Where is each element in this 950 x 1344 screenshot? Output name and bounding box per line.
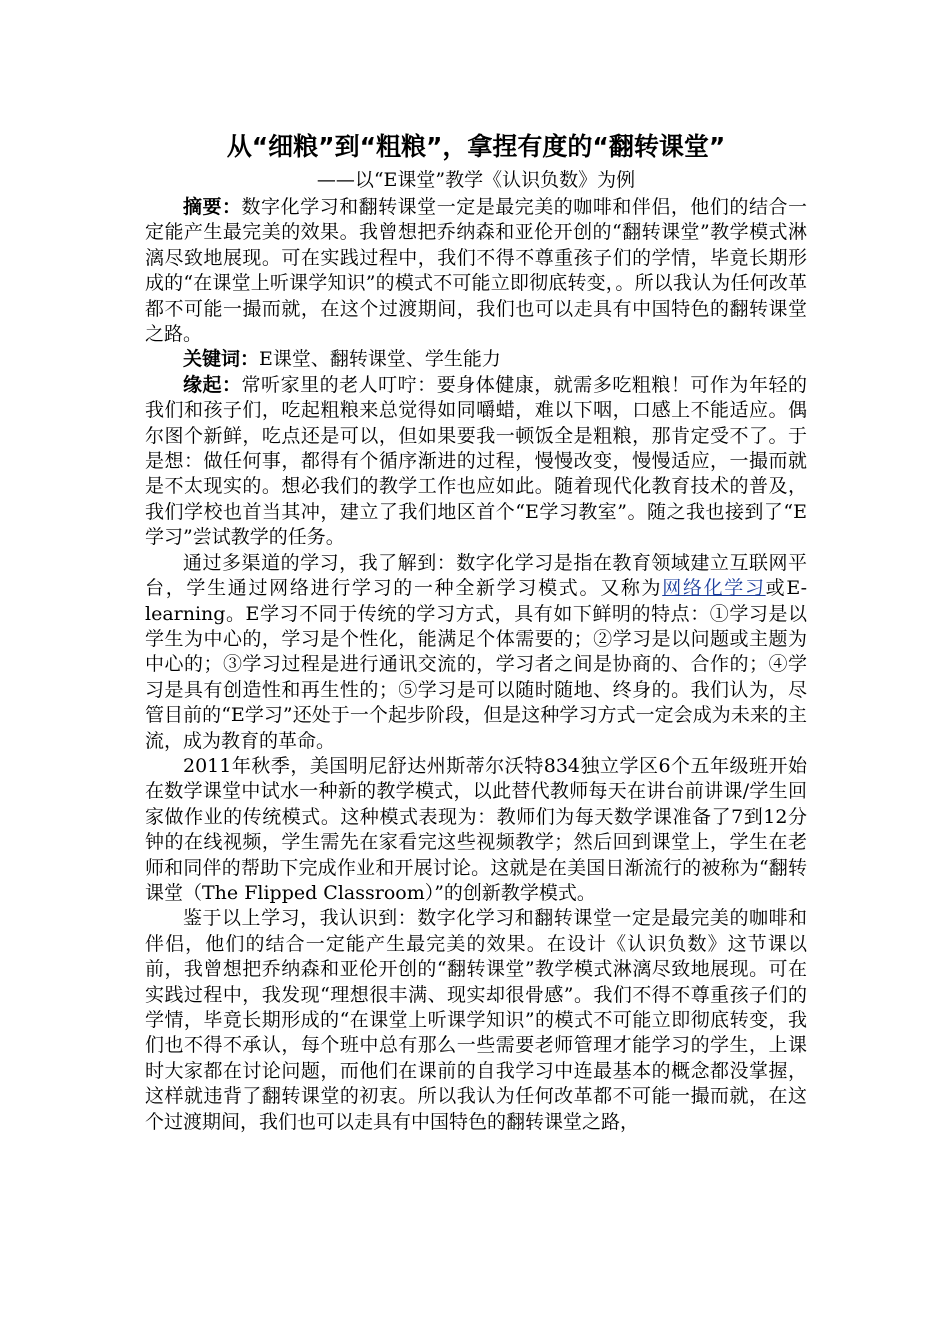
elearning-text-before: 通过多渠道的学习，我了解到：数字化学习是指在教育领域建立互联网平台，学生通过网络进行学习的一种全新学习模式。又称为 [145,551,807,600]
abstract-text: 数字化学习和翻转课堂一定是最完美的咖啡和伴侣，他们的结合一定能产生最完美的效果。我曾想把乔纳森和亚伦开创的“翻转课堂”教学模式淋漓尽致地展现。可在实践过程中，我们不得不尊重孩子们的学情，毕竟长期形成的“在课堂上听课学知识”的模式不可能立即彻底转变，。所以我认为任何改革都不可能一撮而就，在这个过渡期间，我们也可以走具有中国特色的翻转课堂之路。 [145,196,807,346]
elearning-paragraph [145,551,807,754]
keywords-paragraph [145,347,807,372]
document-title: 从“细粮”到“粗粮”，拿捏有度的“翻转课堂” [226,132,726,161]
origin-text: 常听家里的老人叮咛：要身体健康，就需多吃粗粮！可作为年轻的我们和孩子们，吃起粗粮来总觉得如同嚼蜡，难以下咽，口感上不能适应。偶尔图个新鲜，吃点还是可以，但如果要我一顿饭全是粗粮，那肯定受不了。于是想：做任何事，都得有个循序渐进的过程，慢慢改变，慢慢适应，一撮而就是不太现实的。想必我们的教学工作也应如此。随着现代化教育技术的普及，我们学校也首当其冲，建立了我们地区首个“E学习教室”。随之我也接到了“E学习”尝试教学的任务。 [145,373,807,549]
document-subtitle: ——以“E课堂”教学《认识负数》为例 [316,169,636,191]
reflection-paragraph: 鉴于以上学习，我认识到：数字化学习和翻转课堂一定是最完美的咖啡和伴侣，他们的结合一定能产生最完美的效果。在设计《认识负数》这节课以前，我曾想把乔纳森和亚伦开创的“翻转课堂”教学模式淋漓尽致地展现。可在实践过程中，我发现“理想很丰满、现实却很骨感”。我们不得不尊重孩子们的学情，毕竟长期形成的“在课堂上听课学知识”的模式不可能立即彻底转变，我们也不得不承认，每个班中总有那么一些需要老师管理才能学习的学生，上课时大家都在讨论问题，而他们在课前的自我学习中连最基本的概念都没掌握，这样就违背了翻转课堂的初衷。所以我认为任何改革都不可能一撮而就，在这个过渡期间，我们也可以走具有中国特色的翻转课堂之路， [145,907,807,1133]
origin-paragraph [145,373,807,551]
elearning-text-after: 或E-learning。E学习不同于传统的学习方式，具有如下鲜明的特点：①学习是以学生为中心的，学习是个性化，能满足个体需要的；②学习是以问题或主题为中心的；③学习过程是进行通讯交流的，学习者之间是协商的、合作的；④学习是具有创造性和再生性的；⑤学习是可以随时随地、终身的。我们认为，尽管目前的“E学习”还处于一个起步阶段，但是这种学习方式一定会成为未来的主流，成为教育的革命。 [145,577,807,752]
abstract-paragraph [145,195,807,347]
network-learning-link[interactable]: 网络化学习 [662,577,766,600]
document-page [145,130,807,1135]
flipped-classroom-paragraph: 2011年秋季，美国明尼舒达州斯蒂尔沃特834独立学区6个五年级班开始在数学课堂中试水一种新的教学模式，以此替代教师每天在讲台前讲课/学生回家做作业的传统模式。这种模式表现为：教师们为每天数学课准备了7到12分钟的在线视频，学生需先在家看完这些视频教学；然后回到课堂上，学生在老师和同伴的帮助下完成作业和开展讨论。这就是在美国日渐流行的被称为“翻转课堂（The Flipped Classroom）”的创新教学模式。 [145,754,807,904]
keywords-label: 关键词： [183,348,260,371]
keywords-text: E课堂、翻转课堂、学生能力 [259,348,501,371]
abstract-label: 摘要： [183,196,242,218]
origin-label: 缘起： [183,373,242,396]
